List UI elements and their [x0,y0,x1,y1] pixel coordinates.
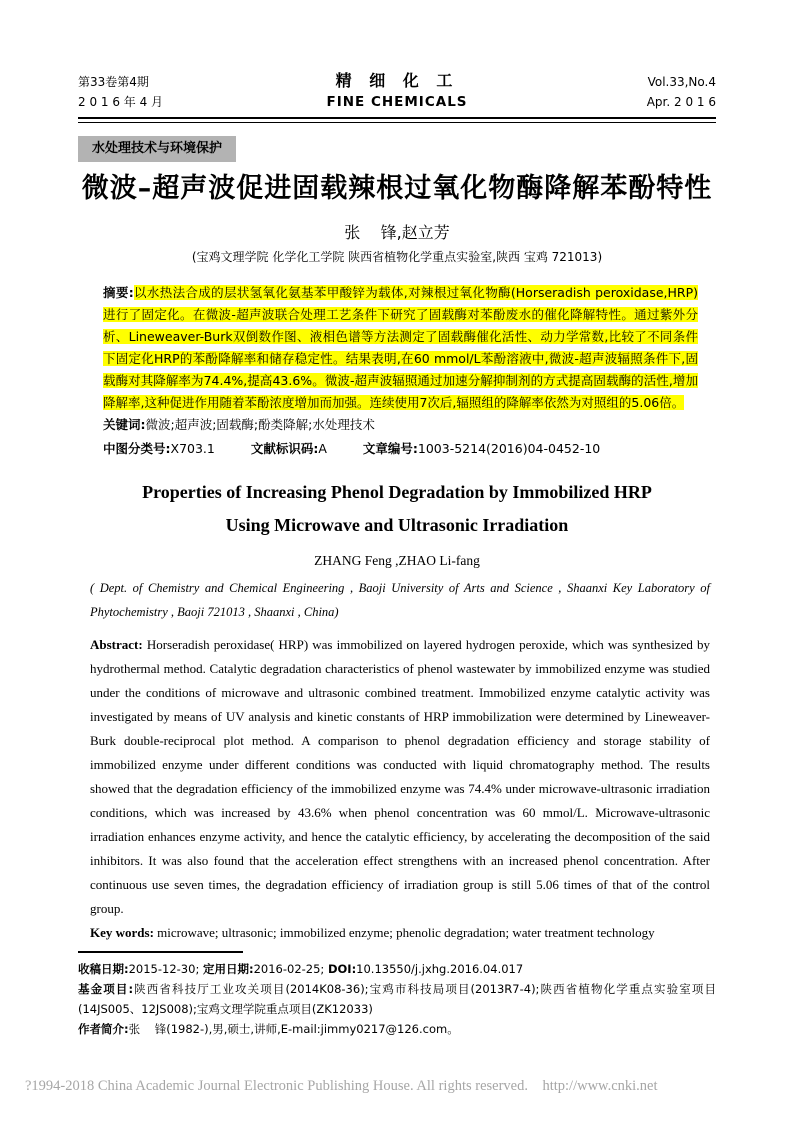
author-bio-text: 张 锋(1982-),男,硕士,讲师,E-mail:jimmy0217@126.com。 [128,1022,459,1036]
abstract-text-en: Horseradish peroxidase( HRP) was immobilized on layered hydrogen peroxide, which was synthesized by hydrothermal method. Catalytic degradation characteristics of phenol wastewater by immobilized enzyme was studied under the conditions of microwave and ultrasonic combined treatment. Immobilized enzyme catalytic activity was investigated by means of UV analysis and kinetic constants of HRP immobilization were determined by Lineweaver-Burk double-reciprocal plot method. A comparison to phenol degradation efficiency and storage stability of immobilized enzyme under different conditions was conducted with liquid chromatography method. The results showed that the degradation efficiency of the immobilized enzyme was 74.4% under microwave-ultrasonic irradiation conditions, which was increased by 43.6% when phenol concentration was 60 mmol/L. Microwave-ultrasonic irradiation enhances enzyme activity, and hence the catalytic efficiency, by accelerating the decomposition of the said inhibitors. It was also found that the acceleration effect strengthens with an increased phenol concentration. After continuous use seven times, the degradation efficiency of irradiation group is still 5.06 times of that of the control group. [90,637,710,916]
keywords-label-en: Key words: [90,925,154,940]
keywords-label-cn: 关键词: [103,417,146,432]
authors-en: ZHANG Feng ,ZHAO Li-fang [314,553,480,568]
abstract-label-en: Abstract: [90,637,143,652]
abstract-label-cn: 摘要: [103,285,134,300]
abstract-text-cn: 以水热法合成的层状氢氧化氨基苯甲酸锌为载体,对辣根过氧化物酶(Horseradish peroxidase,HRP)进行了固定化。在微波-超声波联合处理工艺条件下研究了固载酶对苯酚废水的催化降解特性。通过紫外分析、Lineweaver-Burk双倒数作图、液相色谱等方法测定了固载酶催化活性、动力学常数,比较了不同条件下固定化HRP的苯酚降解率和储存稳定性。结果表明,在60 mmol/L苯酚溶液中,微波-超声波辐照条件下,固载酶对其降解率为74.4%,提高43.6%。微波-超声波辐照通过加速分解抑制剂的方式提高固载酶的活性,增加降解率,这种促进作用随着苯酚浓度增加而加强。连续使用7次后,辐照组的降解率依然为对照组的5.06倍。 [103,285,699,410]
article-title-en-line2: Using Microwave and Ultrasonic Irradiation [225,515,569,535]
article-title-en [78,476,716,542]
keywords-en [90,921,710,945]
author-bio-line: 作者简介:张 锋(1982-),男,硕士,讲师,E-mail:jimmy0217@126.com。 [78,1022,459,1036]
cnki-watermark: ?1994-2018 China Academic Journal Electronic Publishing House. All rights reserved. http://www.cnki.net [25,1078,658,1094]
journal-header [78,70,716,112]
keywords-text-cn: 微波;超声波;固载酶;酚类降解;水处理技术 [145,417,375,432]
issue-date-cn: 2 0 1 6 年 4 月 [78,95,164,109]
doi-value: 10.13550/j.jxhg.2016.04.017 [356,962,524,976]
keywords-cn [103,414,698,436]
header-divider [78,117,716,123]
issue-number-cn: 第33卷第4期 [78,75,149,89]
header-center [228,70,566,112]
volume-number-en: Vol.33,No.4 [647,75,716,89]
abstract-cn [103,282,698,414]
fund-project-text: 陕西省科技厅工业攻关项目(2014K08-36);宝鸡市科技局项目(2013R7-4);陕西省植物化学重点实验室项目(14JS005、12JS008);宝鸡文理学院重点项目(ZK12033) [78,982,716,1016]
clc-number: 中图分类号:X703.1 [103,441,215,456]
article-title-cn: 微波–超声波促进固载辣根过氧化物酶降解苯酚特性 [81,173,713,204]
journal-title-cn: 精 细 化 工 [335,71,459,90]
issue-date-en: Apr. 2 0 1 6 [646,95,716,109]
footnotes [78,959,716,1039]
article-title-en-line1: Properties of Increasing Phenol Degradation by Immobilized HRP [142,482,652,502]
received-date-line: 收稿日期:2015-12-30; 定用日期:2016-02-25; DOI:10.13550/j.jxhg.2016.04.017 [78,962,524,976]
header-left [78,72,228,112]
document-code: 文献标识码:A [250,441,327,456]
footnote-separator [78,951,243,953]
authors-cn: 张 锋,赵立芳 [344,223,450,242]
keywords-text-en: microwave; ultrasonic; immobilized enzyme; phenolic degradation; water treatment technology [153,925,655,940]
article-meta-line [103,438,698,460]
category-badge: 水处理技术与环境保护 [78,136,236,162]
header-right [566,72,716,112]
affiliation-en: ( Dept. of Chemistry and Chemical Engineering , Baoji University of Arts and Science , Shaanxi Key Laboratory of Phytochemistry , Baoji 721013 , Shaanxi , China) [90,581,710,619]
article-number: 文章编号:1003-5214(2016)04-0452-10 [362,441,601,456]
journal-title-en: FINE CHEMICALS [326,94,468,110]
affiliation-cn: (宝鸡文理学院 化学化工学院 陕西省植物化学重点实验室,陕西 宝鸡 721013) [191,250,603,264]
fund-project-line: 基金项目:陕西省科技厅工业攻关项目(2014K08-36);宝鸡市科技局项目(2013R7-4);陕西省植物化学重点实验室项目(14JS005、12JS008);宝鸡文理学院重点项目(ZK12033) [78,982,716,1016]
abstract-en [90,633,710,921]
